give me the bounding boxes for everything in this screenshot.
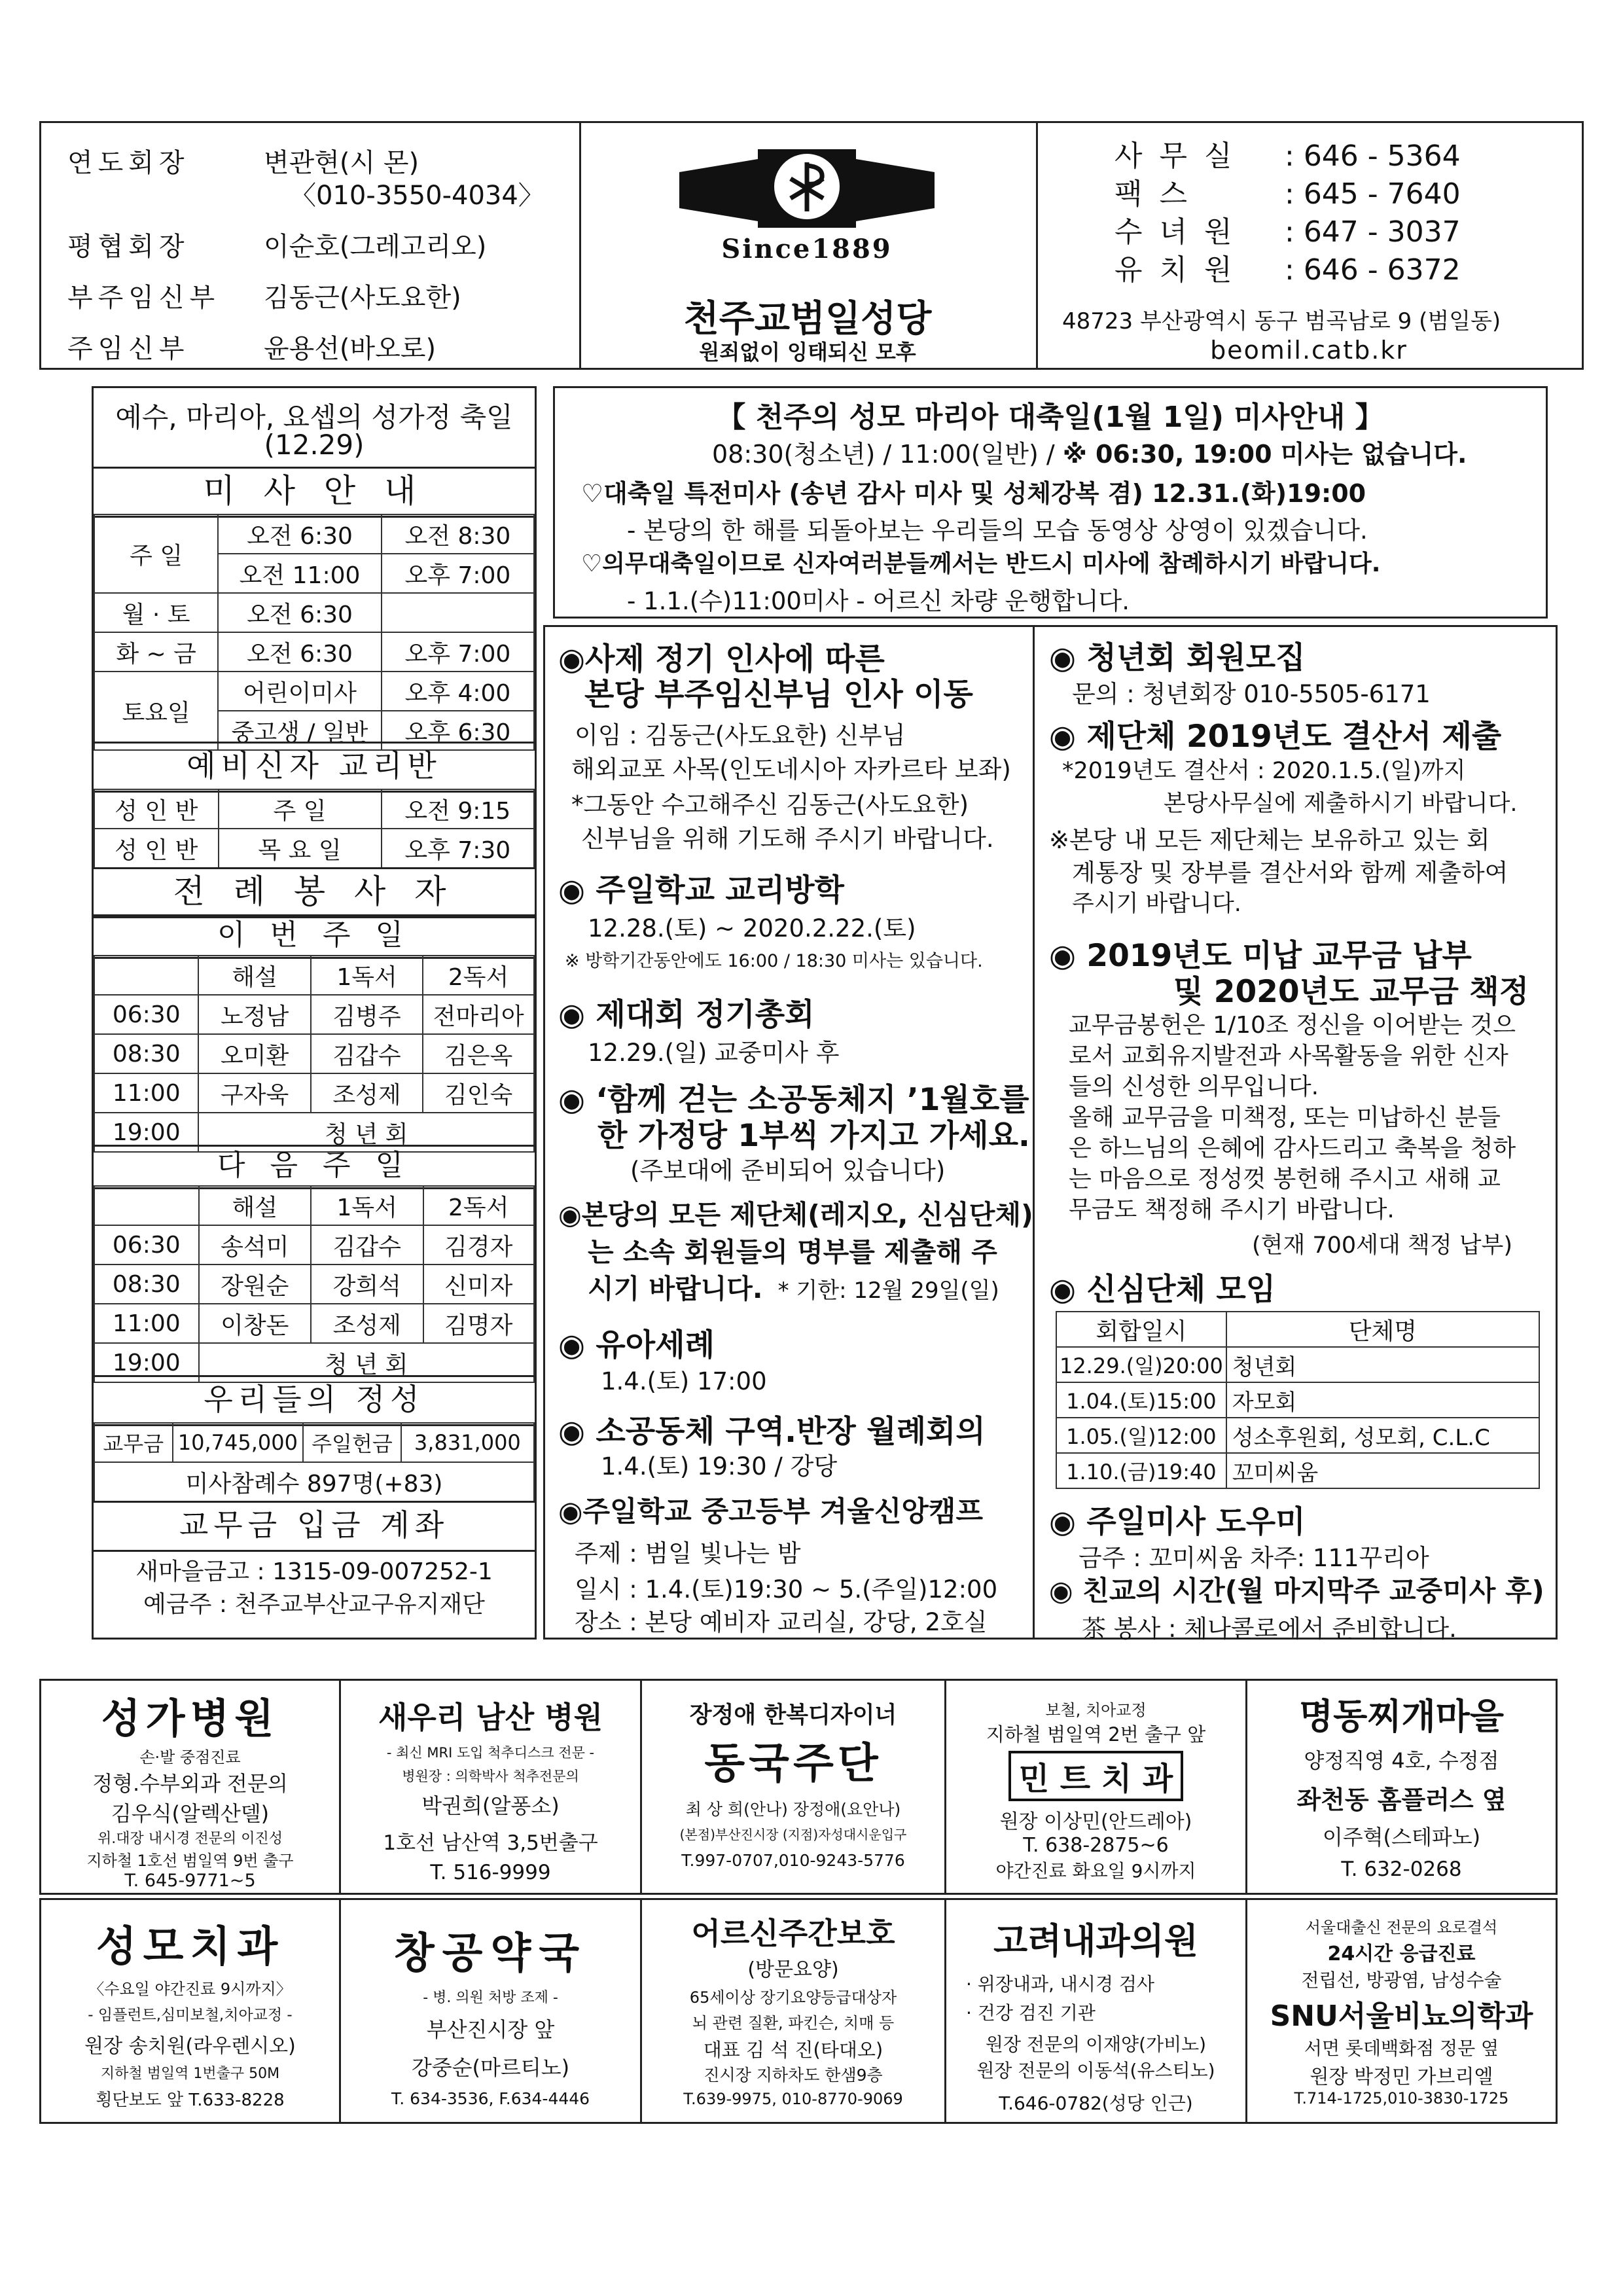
ad-line: 강중순(마르티노) (411, 2055, 570, 2080)
ad-phone: T. 634-3536, F.634-4446 (391, 2089, 590, 2108)
meeting-head: 회합일시 (1056, 1312, 1226, 1347)
server-time: 19:00 (94, 1343, 199, 1382)
ad-line: 병원장 : 의학박사 척추전문의 (402, 1768, 579, 1784)
church-logo (666, 146, 948, 264)
account-number: 새마을금고 : 1315-09-007252-1 (135, 1558, 493, 1585)
mass-time: 오후 4:00 (382, 672, 534, 711)
ad-line: 보철, 치아교정 (1045, 1701, 1147, 1719)
n5-deadline: * 기한: 12월 29일(일) (777, 1278, 999, 1304)
ad-line: 이주혁(스테파노) (1322, 1825, 1481, 1850)
server-time: 19:00 (94, 1113, 198, 1152)
server-time: 06:30 (94, 1225, 199, 1265)
mass-day: 토요일 (94, 672, 218, 750)
contact-value: 645 - 7640 (1303, 177, 1461, 211)
staff-name: 김동근(사도요한) (264, 283, 461, 313)
server-head (94, 1186, 199, 1225)
staff-list (67, 137, 544, 374)
ad-line: 원장 박정민 가브리엘 (1310, 2066, 1493, 2089)
mass-time (382, 593, 534, 632)
header-box (39, 121, 1584, 370)
n8-line: 장소 : 본당 예비자 교리실, 강당, 2호실 (575, 1608, 988, 1636)
mass-time: 오전 11:00 (218, 554, 382, 593)
n2-line: ※ 방학기간동안에도 16:00 / 18:30 미사는 있습니다. (565, 951, 983, 971)
class-name: 성 인 반 (94, 829, 219, 868)
n6-title: ◉ 유아세례 (558, 1327, 715, 1363)
server-cell: 김은옥 (423, 1034, 534, 1073)
ad-title: 새우리 남산 병원 (378, 1700, 603, 1735)
ad-seongmo-dental (41, 1913, 339, 2111)
this-week-title: 이 번 주 일 (94, 914, 535, 959)
r6-title: ◉ 친교의 시간(월 마지막주 교중미사 후) (1049, 1575, 1544, 1607)
n1-line: *그동안 수고해주신 김동근(사도요한) (571, 791, 969, 819)
ad-line: 최 상 희(안나) 장정애(요안나) (685, 1800, 901, 1819)
staff-phone: 〈010-3550-4034〉 (290, 181, 544, 211)
ad-line: 〈수요일 야간진료 9시까지〉 (88, 1980, 292, 1998)
contact-label: 유 치 원 (1115, 253, 1236, 287)
notice-times-note: ※ 06:30, 19:00 미사는 없습니다. (1062, 440, 1467, 469)
r3-title2: 및 2020년도 교무금 책정 (1173, 974, 1529, 1010)
ad-title: 동국주단 (704, 1740, 882, 1788)
meeting-group: 청년회 (1226, 1347, 1539, 1382)
n2-line: 12.28.(토) ~ 2020.2.22.(토) (588, 914, 916, 942)
server-cell: 김명자 (423, 1304, 535, 1343)
ad-line: - 병. 의원 처방 조제 - (423, 1990, 558, 2006)
server-cell: 김인숙 (423, 1073, 534, 1113)
church-website[interactable]: beomil.catb.kr (1210, 336, 1408, 365)
ad-line: 좌천동 홈플러스 옆 (1296, 1785, 1507, 1814)
server-head: 2독서 (423, 956, 534, 995)
ad-line: 원장 송치원(라우렌시오) (84, 2035, 296, 2058)
n4-title: ◉ ‘함께 걷는 소공동체지 ’1월호를 (558, 1082, 1029, 1118)
ad-title: 성가병원 (101, 1695, 279, 1742)
ad-phone: T. 516-9999 (430, 1861, 551, 1884)
r2-line: *2019년도 결산서 : 2020.1.5.(일)까지 (1062, 758, 1466, 784)
r3-line: 로서 교회유지발전과 사목활동을 위한 신자 (1069, 1043, 1508, 1069)
server-time: 06:30 (94, 995, 198, 1034)
offering-label: 교무금 (94, 1423, 173, 1462)
contact-label: 사 무 실 (1115, 139, 1236, 173)
ad-line: 야간진료 화요일 9시까지 (995, 1860, 1196, 1882)
n4-line: (주보대에 준비되어 있습니다) (630, 1157, 946, 1185)
ad-title: 창공약국 (393, 1929, 588, 1978)
server-cell: 김갑수 (311, 1225, 423, 1265)
n3-line: 12.29.(일) 교중미사 후 (588, 1039, 840, 1067)
catechumen-title: 예비신자 교리반 (94, 742, 535, 793)
notice-special: ♡대축일 특전미사 (송년 감사 미사 및 성체강복 겸) 12.31.(화)19:00 (581, 479, 1366, 508)
class-time: 오후 7:30 (382, 829, 534, 868)
r3-line: 은 하느님의 은혜에 감사드리고 축복을 청하 (1069, 1135, 1516, 1162)
ad-daycare-center (642, 1910, 944, 2108)
ad-line: 서울대출신 전문의 요로결석 (1305, 1918, 1498, 1937)
ad-line: 지하철 범일역 1번출구 50M (100, 2066, 280, 2082)
ad-line: 서면 롯데백화점 정문 옆 (1304, 2037, 1499, 2059)
r1-title: ◉ 청년회 회원모집 (1049, 640, 1306, 676)
contact-value: 647 - 3037 (1303, 215, 1461, 249)
ad-phone: T. 632-0268 (1341, 1857, 1462, 1881)
mass-time: 오후 6:30 (382, 711, 534, 750)
ad-line: 손·발 중점진료 (139, 1748, 241, 1767)
r2-title: ◉ 제단체 2019년도 결산서 제출 (1049, 719, 1502, 755)
ad-line: 장정애 한복디자이너 (689, 1702, 897, 1729)
staff-role: 연도회장 (67, 148, 190, 178)
ad-title: 민 트 치 과 (1008, 1751, 1184, 1801)
group-meeting-table (1056, 1311, 1540, 1489)
mass-day: 주 일 (94, 514, 218, 593)
server-cell: 김갑수 (311, 1034, 423, 1073)
ad-goryeo-clinic (946, 1913, 1245, 2115)
mass-time: 오후 7:00 (382, 632, 534, 672)
server-cell: 전마리아 (423, 995, 534, 1034)
server-cell: 장원순 (199, 1265, 311, 1304)
feast-date: (12.29) (264, 429, 365, 461)
offering-title: 우리들의 정성 (94, 1375, 535, 1426)
class-time: 오전 9:15 (382, 789, 534, 829)
server-cell: 청 년 회 (198, 1113, 534, 1152)
server-head (94, 956, 198, 995)
notice-title: 【 천주의 성모 마리아 대축일(1월 1일) 미사안내 】 (717, 401, 1384, 434)
ad-line: 지하철 범일역 2번 출구 앞 (986, 1723, 1206, 1746)
n5-line: 시기 바랍니다. (588, 1273, 763, 1304)
offering-label: 주일헌금 (303, 1423, 401, 1462)
servers-title: 전 례 봉 사 자 (94, 867, 535, 918)
account-holder: 예금주 : 천주교부산교구유지재단 (143, 1591, 485, 1618)
ad-line: (방문요양) (747, 1958, 839, 1981)
server-head: 1독서 (311, 1186, 423, 1225)
ad-changgong-pharmacy (341, 1920, 640, 2108)
r2-line: 본당사무실에 제출하시기 바랍니다. (1164, 791, 1518, 817)
meeting-date: 1.05.(일)12:00 (1056, 1418, 1226, 1453)
since-text: Since1889 (721, 234, 893, 264)
r3-note: (현재 700세대 책정 납부) (1252, 1232, 1512, 1259)
account-title: 교무금 입금 계좌 (94, 1501, 535, 1552)
ad-line: 진시장 지하차도 한샘9층 (704, 2066, 883, 2085)
offering-value: 3,831,000 (401, 1423, 534, 1462)
chi-rho-icon (666, 146, 948, 231)
class-day: 목 요 일 (219, 829, 382, 868)
church-address: 48723 부산광역시 동구 범곡남로 9 (범일동) (1062, 308, 1501, 334)
ads-row-2 (39, 1898, 1558, 2124)
feast-title: 예수, 마리아, 요셉의 성가정 축일 (115, 401, 513, 433)
ad-title: 명동찌개마을 (1299, 1696, 1504, 1737)
server-cell: 신미자 (423, 1265, 535, 1304)
staff-name: 이순호(그레고리오) (264, 232, 487, 262)
ad-myeongdong-restaurant (1247, 1689, 1556, 1881)
r5-title: ◉ 주일미사 도우미 (1049, 1504, 1306, 1540)
offering-table (94, 1422, 535, 1502)
ad-line: · 건강 검진 기관 (966, 2002, 1096, 2024)
r2-line: 주시기 바랍니다. (1072, 891, 1241, 917)
staff-name: 윤용선(바오로) (264, 334, 437, 364)
ad-line: 김우식(알렉산델) (111, 1801, 270, 1826)
server-cell: 김병주 (311, 995, 423, 1034)
n7-title: ◉ 소공동체 구역.반장 월례회의 (558, 1414, 986, 1450)
meeting-date: 1.04.(토)15:00 (1056, 1382, 1226, 1418)
ad-saeuri-hospital (341, 1694, 640, 1884)
r2-line: ※본당 내 모든 제단체는 보유하고 있는 회 (1049, 826, 1490, 854)
ad-line: 지하철 1호선 범일역 9번 출구 (86, 1852, 294, 1870)
r2-line: 계통장 및 장부를 결산서와 함께 제출하여 (1072, 859, 1508, 887)
mass-time: 중고생 / 일반 (218, 711, 382, 750)
ad-mint-dental (946, 1697, 1245, 1883)
n4-title2: 한 가정당 1부씩 가지고 가세요. (597, 1118, 1030, 1154)
server-head: 2독서 (423, 1186, 535, 1225)
r3-line: 올해 교무금을 미책정, 또는 미납하신 분들 (1069, 1104, 1501, 1131)
ad-dongguk-judan (642, 1697, 944, 1870)
mass-table (94, 514, 535, 751)
class-day: 주 일 (219, 789, 382, 829)
ad-line: 24시간 응급진료 (1327, 1943, 1476, 1965)
staff-role: 평협회장 (67, 232, 190, 262)
n2-title: ◉ 주일학교 교리방학 (558, 872, 844, 908)
attendance: 미사참례수 897명(+83) (94, 1462, 534, 1501)
ad-title: SNU서울비뇨의학과 (1270, 2000, 1533, 2033)
ad-line: 1호선 남산역 3,5번출구 (383, 1831, 598, 1855)
ad-phone: T.714-1725,010-3830-1725 (1294, 2089, 1509, 2108)
announcements-box (543, 625, 1558, 1643)
n8-title: ◉주일학교 중고등부 겨울신앙캠프 (558, 1496, 983, 1528)
meeting-date: 1.10.(금)19:40 (1056, 1453, 1226, 1488)
notice-box (553, 386, 1548, 619)
notice-times: 08:30(청소년) / 11:00(일반) / (712, 440, 1055, 469)
ad-line: - 최신 MRI 도입 척추디스크 전문 - (386, 1745, 595, 1761)
ad-seongga-hospital (41, 1686, 339, 1891)
mass-time: 오전 8:30 (382, 514, 534, 554)
server-head: 해설 (198, 956, 310, 995)
notice-obligation: ♡의무대축일이므로 신자여러분들께서는 반드시 미사에 참례하시기 바랍니다. (581, 550, 1381, 577)
r1-line: 문의 : 청년회장 010-5505-6171 (1072, 680, 1431, 708)
n1-title2: 본당 부주임신부님 인사 이동 (584, 677, 973, 713)
ad-line: (본점)부산진시장 (지점)자성대시운입구 (679, 1827, 907, 1842)
mass-day: 화 ~ 금 (94, 632, 218, 672)
server-cell: 조성제 (311, 1304, 423, 1343)
ad-phone: T. 645-9771~5 (124, 1871, 256, 1891)
server-cell: 강희석 (311, 1265, 423, 1304)
ad-line: 정형.수부외과 전문의 (92, 1771, 288, 1796)
meeting-group: 자모회 (1226, 1382, 1539, 1418)
staff-role: 부주임신부 (67, 283, 221, 313)
ad-phone: T.646-0782(성당 인근) (999, 2092, 1193, 2114)
contact-value: 646 - 6372 (1303, 253, 1461, 287)
ad-snu-urology (1247, 1914, 1556, 2108)
notice-obligation-sub: - 1.1.(수)11:00미사 - 어르신 차량 운행합니다. (627, 587, 1130, 615)
r5-line: 금주 : 꼬미씨움 차주: 111꾸리아 (1079, 1544, 1429, 1572)
ad-phone: T. 638-2875~6 (1023, 1834, 1169, 1857)
mass-time: 오후 7:00 (382, 554, 534, 593)
server-cell: 조성제 (311, 1073, 423, 1113)
ad-line: 전립선, 방광염, 남성수술 (1301, 1969, 1502, 1991)
meeting-head: 단체명 (1226, 1312, 1539, 1347)
server-time: 11:00 (94, 1304, 199, 1343)
r4-title: ◉ 신심단체 모임 (1049, 1272, 1276, 1308)
next-week-title: 다 음 주 일 (94, 1145, 535, 1189)
staff-name: 변관현(시 몬) (264, 148, 419, 178)
server-cell: 이창돈 (199, 1304, 311, 1343)
n1-line: 이임 : 김동근(사도요한) 신부님 (575, 721, 906, 749)
mass-day: 월 · 토 (94, 593, 218, 632)
contact-value: 646 - 5364 (1303, 139, 1461, 173)
n6-line: 1.4.(토) 17:00 (601, 1367, 767, 1395)
ad-line: 부산진시장 앞 (426, 2017, 555, 2042)
ad-line: 양정직영 4호, 수정점 (1304, 1748, 1499, 1773)
server-cell: 오미환 (198, 1034, 310, 1073)
r3-line: 들의 신성한 의무입니다. (1069, 1073, 1319, 1100)
n8-line: 주제 : 범일 빛나는 밤 (575, 1539, 801, 1568)
n5-line: 는 소속 회원들의 명부를 제출해 주 (588, 1236, 997, 1268)
ad-title: 성모치과 (96, 1923, 285, 1971)
ad-phone: 횡단보도 앞 T.633-8228 (96, 2090, 285, 2110)
contact-label: 수 녀 원 (1115, 215, 1236, 249)
server-cell: 청 년 회 (199, 1343, 534, 1382)
r6-line: 茶 봉사 : 체나콜로에서 준비합니다. (1082, 1615, 1457, 1643)
left-column (92, 386, 537, 1640)
server-head: 1독서 (311, 956, 423, 995)
ad-line: 대표 김 석 진(타대오) (703, 2039, 883, 2061)
ads-row-1 (39, 1679, 1558, 1895)
mass-time: 오전 6:30 (218, 632, 382, 672)
server-time: 11:00 (94, 1073, 198, 1113)
r3-body (1069, 1010, 1516, 1225)
ad-line: 원장 전문의 이재양(가비노) (985, 2034, 1207, 2055)
mass-title: 미 사 안 내 (94, 467, 535, 518)
server-cell: 노정남 (198, 995, 310, 1034)
ad-line: · 위장내과, 내시경 검사 (966, 1973, 1154, 1995)
r3-line: 무금도 책정해 주시기 바랍니다. (1069, 1196, 1395, 1223)
contact-label: 팩 스 (1115, 177, 1191, 211)
n7-line: 1.4.(토) 19:30 / 강당 (601, 1452, 838, 1480)
n5-line: ◉본당의 모든 제단체(레지오, 신심단체) (558, 1199, 1033, 1230)
staff-role: 주임신부 (67, 334, 190, 364)
server-cell: 김경자 (423, 1225, 535, 1265)
meeting-date: 12.29.(일)20:00 (1056, 1347, 1226, 1382)
meeting-group: 성소후원회, 성모회, C.L.C (1226, 1418, 1539, 1453)
church-name: 천주교범일성당 (683, 297, 932, 340)
ad-line: 위.대장 내시경 전문의 이진성 (98, 1831, 283, 1847)
mass-time: 어린이미사 (218, 672, 382, 711)
r3-title: ◉ 2019년도 미납 교무금 납부 (1049, 938, 1472, 974)
ad-line: 박권희(알퐁소) (421, 1793, 560, 1818)
meeting-group: 꼬미씨움 (1226, 1453, 1539, 1488)
ad-phone: T.997-0707,010-9243-5776 (681, 1851, 905, 1870)
this-week-table (94, 955, 535, 1153)
ad-title: 고려내과의원 (993, 1920, 1198, 1962)
server-head: 해설 (199, 1186, 311, 1225)
contact-list: 사 무 실 : 646 - 5364 팩 스 : 645 - 7640 수 녀 원 : 647 - 3037 유 치 원 : 646 - 6372 (1115, 137, 1461, 289)
mass-time: 오전 6:30 (218, 514, 382, 554)
server-cell: 송석미 (199, 1225, 311, 1265)
n3-title: ◉ 제대회 정기총회 (558, 997, 815, 1033)
server-cell: 구자욱 (198, 1073, 310, 1113)
ad-line: 원장 이상민(안드레아) (999, 1810, 1192, 1833)
notice-special-sub: - 본당의 한 해를 되돌아보는 우리들의 모습 동영상 상영이 있겠습니다. (627, 516, 1368, 545)
ad-line: 뇌 관련 질환, 파킨슨, 치매 등 (692, 2014, 895, 2032)
n1-title: ◉사제 정기 인사에 따른 (558, 641, 885, 677)
n1-line: 신부님을 위해 기도해 주시기 바랍니다. (581, 825, 994, 853)
n1-line: 해외교포 사목(인도네시아 자카르타 보좌) (571, 755, 1011, 783)
offering-value: 10,745,000 (173, 1423, 304, 1462)
catechumen-table (94, 789, 535, 869)
ad-line: 원장 전문의 이동석(유스티노) (976, 2060, 1215, 2081)
ad-line: - 임플런트,심미보철,치아교정 - (88, 2007, 293, 2024)
r3-line: 는 마음으로 정성껏 봉헌해 주시고 새해 교 (1069, 1166, 1501, 1193)
server-time: 08:30 (94, 1265, 199, 1304)
r3-line: 교무금봉헌은 1/10조 정신을 이어받는 것으 (1069, 1012, 1516, 1039)
server-time: 08:30 (94, 1034, 198, 1073)
mass-time: 오전 6:30 (218, 593, 382, 632)
class-name: 성 인 반 (94, 789, 219, 829)
n8-line: 일시 : 1.4.(토)19:30 ~ 5.(주일)12:00 (575, 1575, 998, 1604)
next-week-table (94, 1185, 535, 1383)
ad-phone: T.639-9975, 010-8770-9069 (683, 2090, 903, 2108)
ad-title: 어르신주간보호 (691, 1916, 895, 1951)
church-motto: 원죄없이 잉태되신 모후 (699, 340, 916, 365)
ad-line: 65세이상 장기요양등급대상자 (689, 1988, 897, 2007)
